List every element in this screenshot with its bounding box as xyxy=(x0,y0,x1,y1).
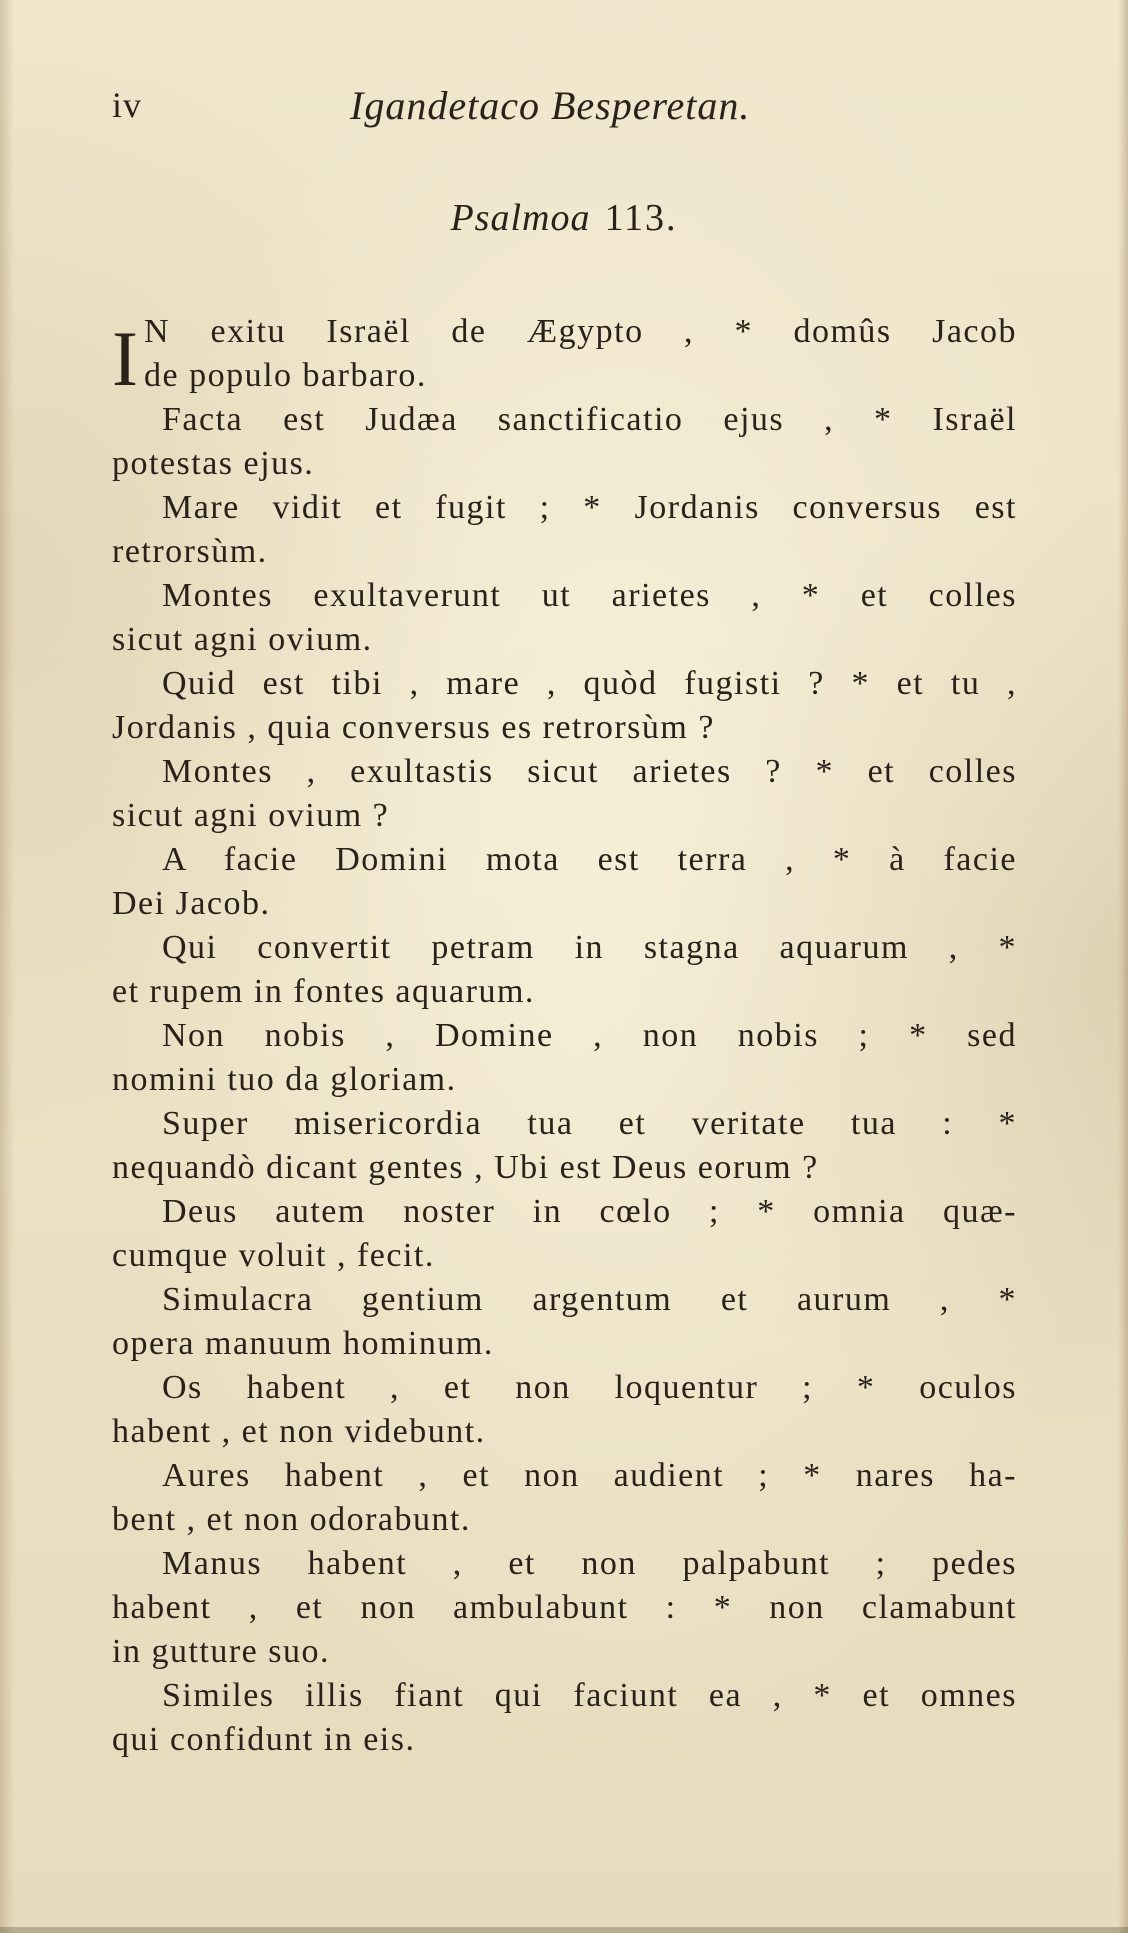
verse-line: Facta est Judæa sanctificatio ejus , * Israël xyxy=(162,401,1017,438)
verse-line: Aures habent , et non audient ; * nares ha- xyxy=(162,1457,1017,1494)
verse-line: Qui convertit petram in stagna aquarum , * xyxy=(162,929,1017,966)
verse-line: Manus habent , et non palpabunt ; pedes xyxy=(162,1545,1017,1582)
verse-line: Dei Jacob. xyxy=(112,885,271,922)
page-edge-bottom xyxy=(0,1927,1128,1933)
page-edge-right xyxy=(1118,0,1128,1933)
verse xyxy=(112,1542,1017,1674)
verse-line: Os habent , et non loquentur ; * oculos xyxy=(162,1369,1017,1406)
psalm-number: 113. xyxy=(604,197,678,239)
verse-line: Simulacra gentium argentum et aurum , * xyxy=(162,1281,1017,1318)
verse-line: nomini tuo da gloriam. xyxy=(112,1061,457,1098)
verse xyxy=(112,398,1017,486)
verse xyxy=(112,1190,1017,1278)
verse-line: cumque voluit , fecit. xyxy=(112,1237,435,1274)
verse xyxy=(112,662,1017,750)
verse-line: et rupem in fontes aquarum. xyxy=(112,973,535,1010)
verse-line: Super misericordia tua et veritate tua : * xyxy=(162,1105,1017,1142)
verse-line: Montes exultaverunt ut arietes , * et colles xyxy=(162,577,1017,614)
running-title: Igandetaco Besperetan. xyxy=(350,83,751,128)
verse-line: Similes illis fiant qui faciunt ea , * et omnes xyxy=(162,1677,1017,1714)
page-number: iv xyxy=(112,85,143,125)
verse xyxy=(112,750,1017,838)
psalm-heading xyxy=(0,196,1128,240)
verse-line: Quid est tibi , mare , quòd fugisti ? * et tu , xyxy=(162,665,1017,702)
verse-line: opera manuum hominum. xyxy=(112,1325,494,1362)
verse-line: Jordanis , quia conversus es retrorsùm ? xyxy=(112,709,715,746)
verse xyxy=(112,574,1017,662)
verse-line: de populo barbaro. xyxy=(144,357,427,394)
page-edge-left xyxy=(0,0,14,1933)
verse-line: habent , et non ambulabunt : * non clamabunt xyxy=(112,1589,1017,1626)
running-head xyxy=(112,82,812,132)
verse-line: in gutture suo. xyxy=(112,1633,330,1670)
verse xyxy=(112,1102,1017,1190)
verse-line: Non nobis , Domine , non nobis ; * sed xyxy=(162,1017,1017,1054)
verse-line: Montes , exultastis sicut arietes ? * et colles xyxy=(162,753,1017,790)
verse-line: qui confidunt in eis. xyxy=(112,1721,416,1758)
verse-line: sicut agni ovium. xyxy=(112,621,373,658)
verse-line: bent , et non odorabunt. xyxy=(112,1501,471,1538)
verse-line: potestas ejus. xyxy=(112,445,315,482)
verse-line: N exitu Israël de Ægypto , * domûs Jacob xyxy=(144,313,1017,350)
psalm-text xyxy=(112,310,1017,1762)
verse xyxy=(112,486,1017,574)
verse-line: nequandò dicant gentes , Ubi est Deus eorum ? xyxy=(112,1149,819,1186)
verse xyxy=(112,1454,1017,1542)
verse xyxy=(112,1278,1017,1366)
verse-line: habent , et non videbunt. xyxy=(112,1413,486,1450)
verse xyxy=(112,838,1017,926)
verse xyxy=(112,926,1017,1014)
verse-line: sicut agni ovium ? xyxy=(112,797,390,834)
verse-line: retrorsùm. xyxy=(112,533,268,570)
psalm-label: Psalmoa xyxy=(450,197,591,239)
verse-line: A facie Domini mota est terra , * à facie xyxy=(162,841,1017,878)
verse-line: Mare vidit et fugit ; * Jordanis conversus est xyxy=(162,489,1017,526)
verse xyxy=(112,1674,1017,1762)
verse xyxy=(112,1014,1017,1102)
drop-cap: I xyxy=(112,315,138,402)
verse xyxy=(112,1366,1017,1454)
verse xyxy=(112,310,1017,402)
verse-line: Deus autem noster in cœlo ; * omnia quæ- xyxy=(162,1193,1017,1230)
